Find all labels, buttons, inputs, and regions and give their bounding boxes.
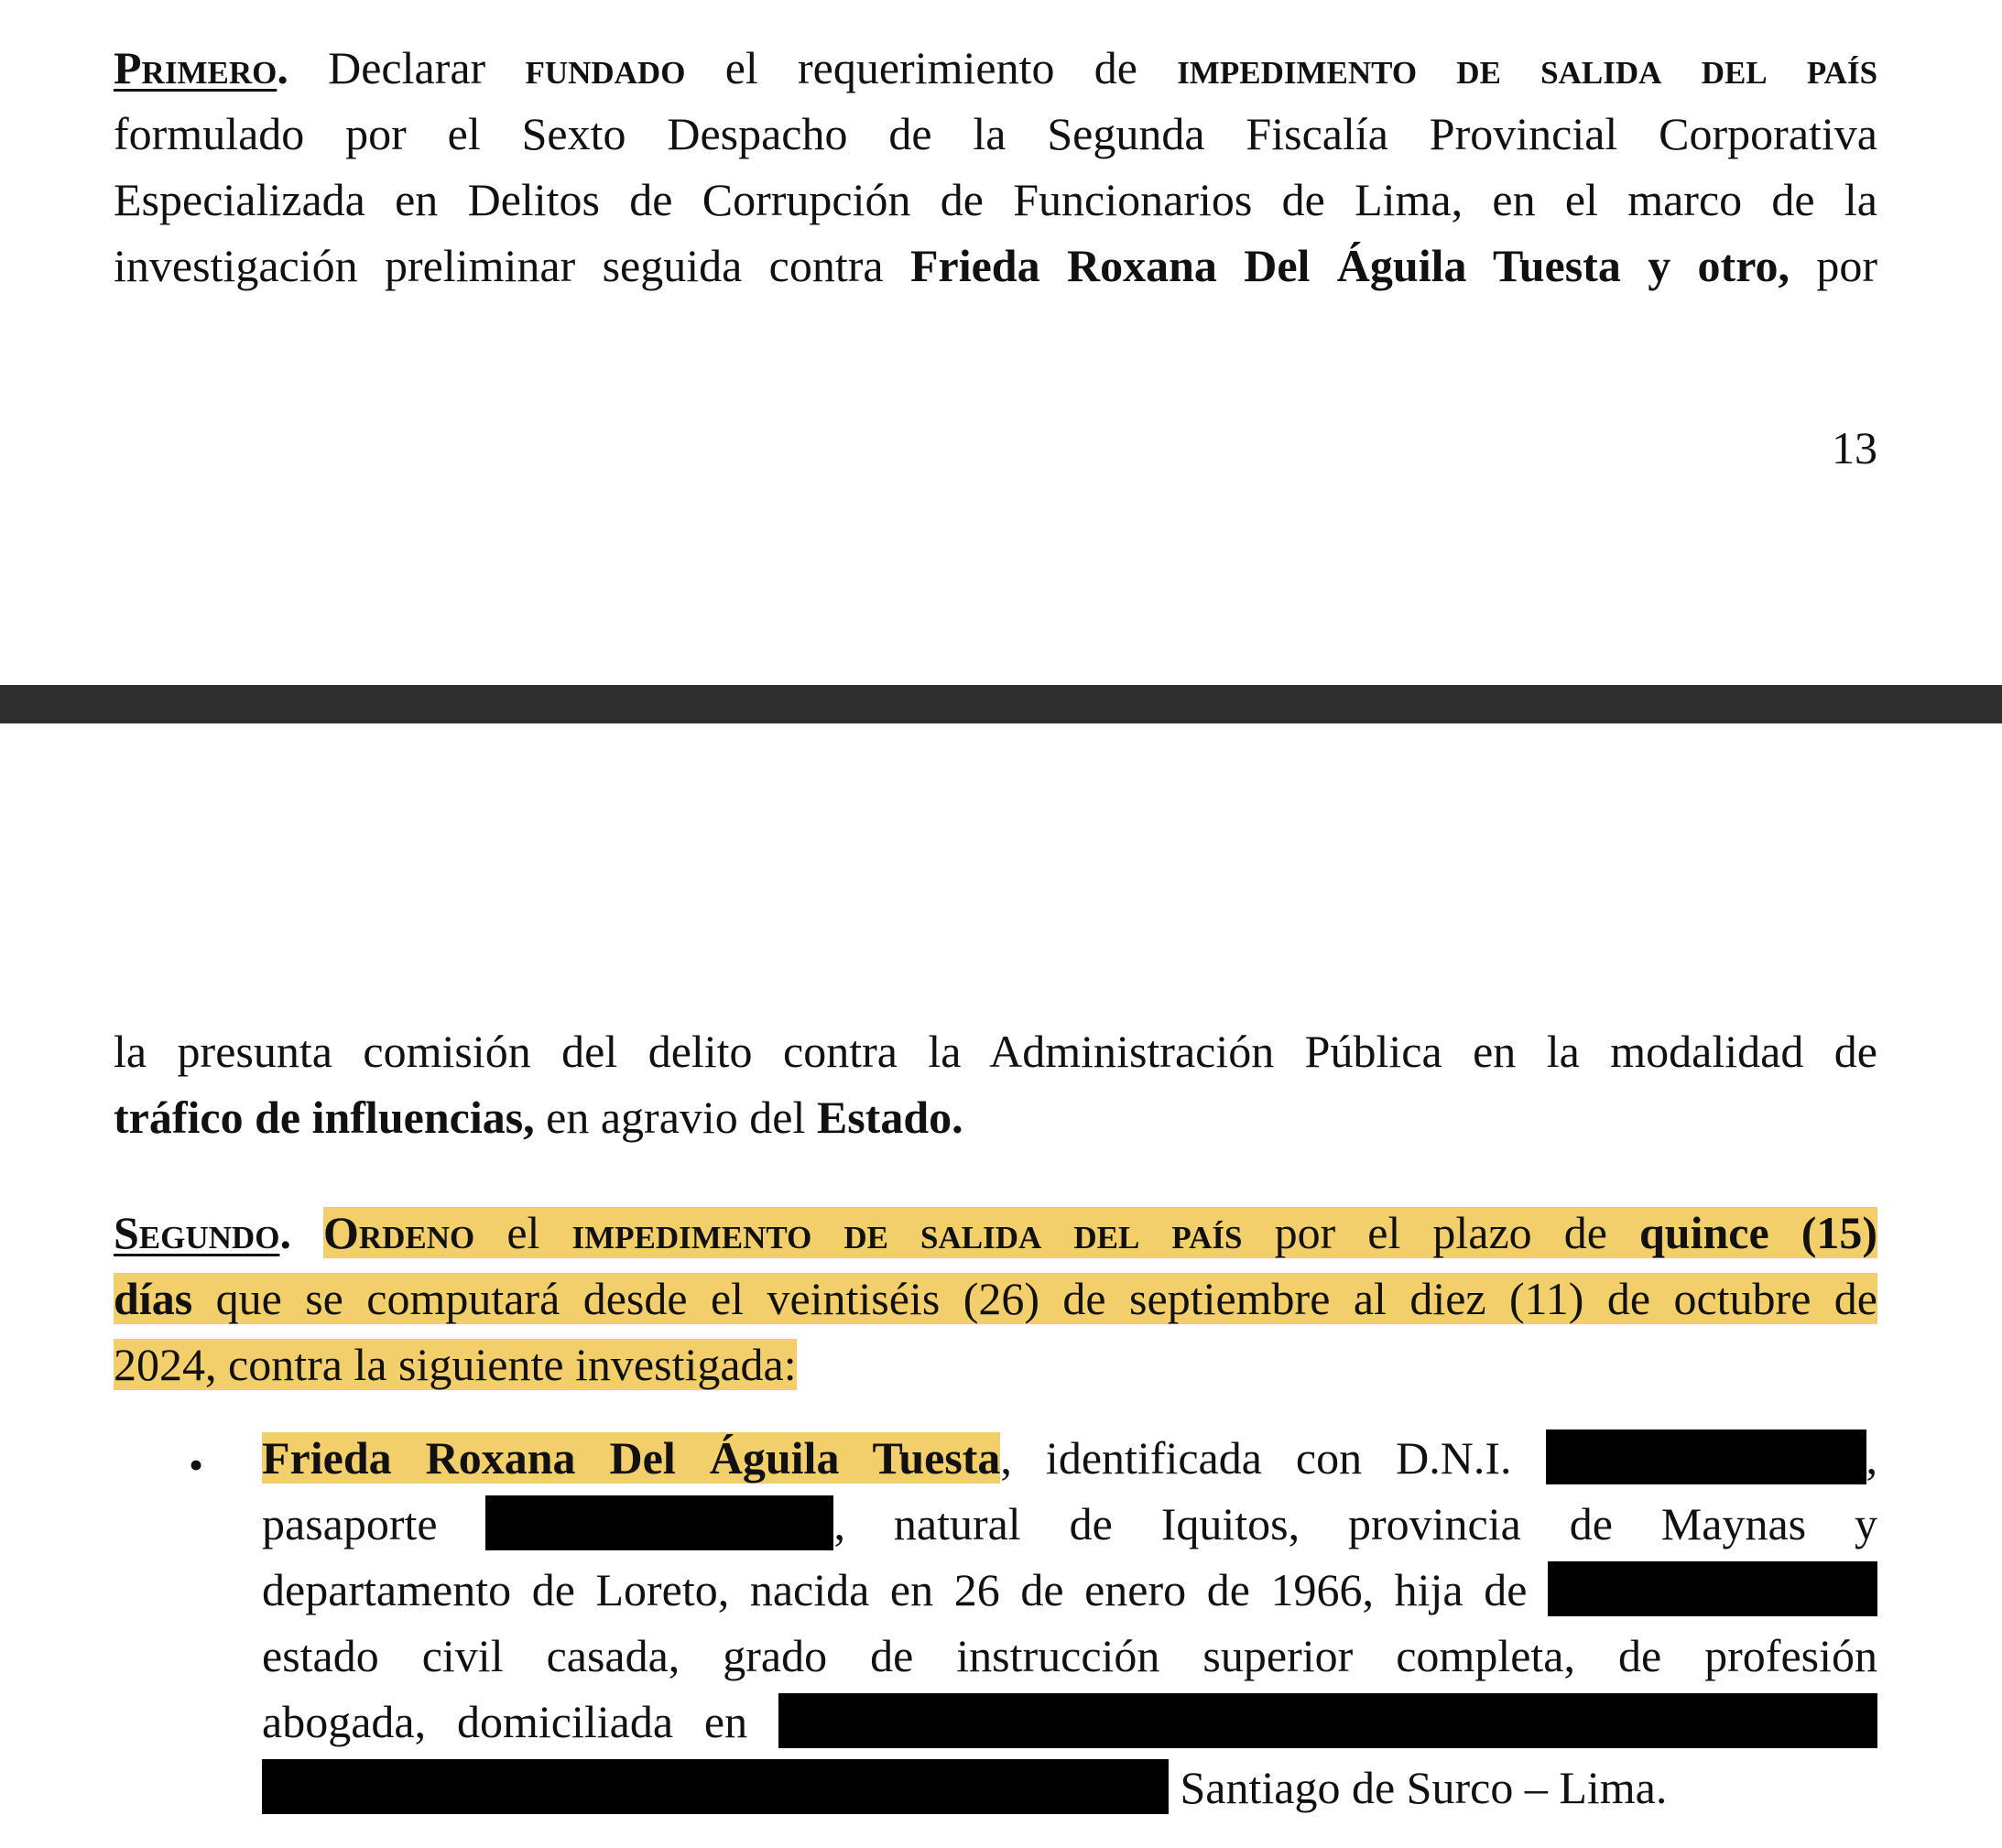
text-segment: el requerimiento de: [724, 42, 1137, 93]
paragraph-primero-line-5: la presunta comisión del delito contra la Administración Pública en la modalidad de: [114, 1026, 1877, 1077]
bullet-line-1: [262, 1425, 1877, 1491]
paragraph-segundo-line-1: [114, 1200, 1877, 1266]
bullet-line-3: [262, 1557, 1877, 1623]
text-segment: pasaporte: [262, 1498, 438, 1549]
aggrieved-party: Estado.: [816, 1092, 963, 1143]
term-days-unit: días: [114, 1273, 193, 1324]
paragraph-segundo-line-3: [114, 1332, 1877, 1397]
paragraph-primero-line-3: Especializada en Delitos de Corrupción de Funcionarios de Lima, en el marco de la: [114, 174, 1877, 225]
page-separator: [0, 685, 2002, 723]
bullet-line-6: [262, 1755, 1877, 1821]
bullet-line-2: [262, 1491, 1877, 1557]
investigated-names: Frieda Roxana Del Águila Tuesta y otro,: [909, 240, 1790, 291]
document-page-top: [0, 0, 2002, 685]
page-number: 13: [1832, 422, 1877, 473]
keyword-ordeno: Ordeno: [322, 1207, 475, 1258]
text-segment: por el plazo de: [1274, 1207, 1607, 1258]
heading-primero: Primero: [114, 42, 277, 93]
paragraph-primero-line-1: [114, 35, 1877, 101]
text-segment: departamento de Loreto, nacida en 26 de enero de 1966, hija de: [262, 1564, 1528, 1615]
text-segment: que se computará desde el veintiséis (26) de septiembre al diez (11) de octubre de: [215, 1273, 1878, 1324]
keyword-impedimento: impedimento de salida del país: [1177, 42, 1878, 93]
heading-segundo-period: .: [279, 1207, 291, 1258]
text-segment: investigación preliminar seguida contra: [114, 240, 884, 291]
keyword-fundado: fundado: [525, 42, 686, 93]
paragraph-segundo-line-2: [114, 1266, 1877, 1332]
heading-segundo: Segundo: [114, 1207, 280, 1258]
investigated-name: Frieda Roxana Del Águila Tuesta: [262, 1432, 1001, 1484]
paragraph-primero-line-4: [114, 233, 1877, 299]
bullet-line-5: [262, 1689, 1877, 1755]
text-segment: abogada, domiciliada en: [262, 1696, 748, 1747]
text-segment: el: [506, 1207, 540, 1258]
redaction-block: [262, 1759, 1169, 1814]
term-days: quince (15): [1638, 1207, 1877, 1258]
text-segment: , natural de Iquitos, provincia de Maynas y: [833, 1498, 1878, 1549]
keyword-impedimento: impedimento de salida del país: [571, 1207, 1243, 1258]
text-segment: Santiago de Surco – Lima.: [1180, 1762, 1668, 1813]
text-segment: 2024, contra la siguiente investigada:: [114, 1339, 797, 1390]
redaction-block: [1548, 1561, 1877, 1616]
text-segment: Declarar: [328, 42, 486, 93]
paragraph-primero-line-2: formulado por el Sexto Despacho de la Segunda Fiscalía Provincial Corporativa: [114, 108, 1877, 159]
crime-name: tráfico de influencias,: [114, 1092, 535, 1143]
redaction-block: [778, 1693, 1877, 1748]
bullet-line-4: estado civil casada, grado de instrucción superior completa, de profesión: [262, 1630, 1877, 1681]
paragraph-primero-line-6: [114, 1084, 1877, 1150]
redaction-block: [485, 1495, 833, 1550]
bullet-marker: •: [189, 1441, 204, 1488]
text-segment: , identificada con D.N.I.: [1000, 1432, 1512, 1484]
heading-primero-period: .: [277, 42, 288, 93]
text-segment: en agravio del: [546, 1092, 806, 1143]
redaction-block: [1546, 1429, 1866, 1484]
text-segment: por: [1816, 240, 1878, 291]
text-segment: ,: [1866, 1432, 1878, 1484]
